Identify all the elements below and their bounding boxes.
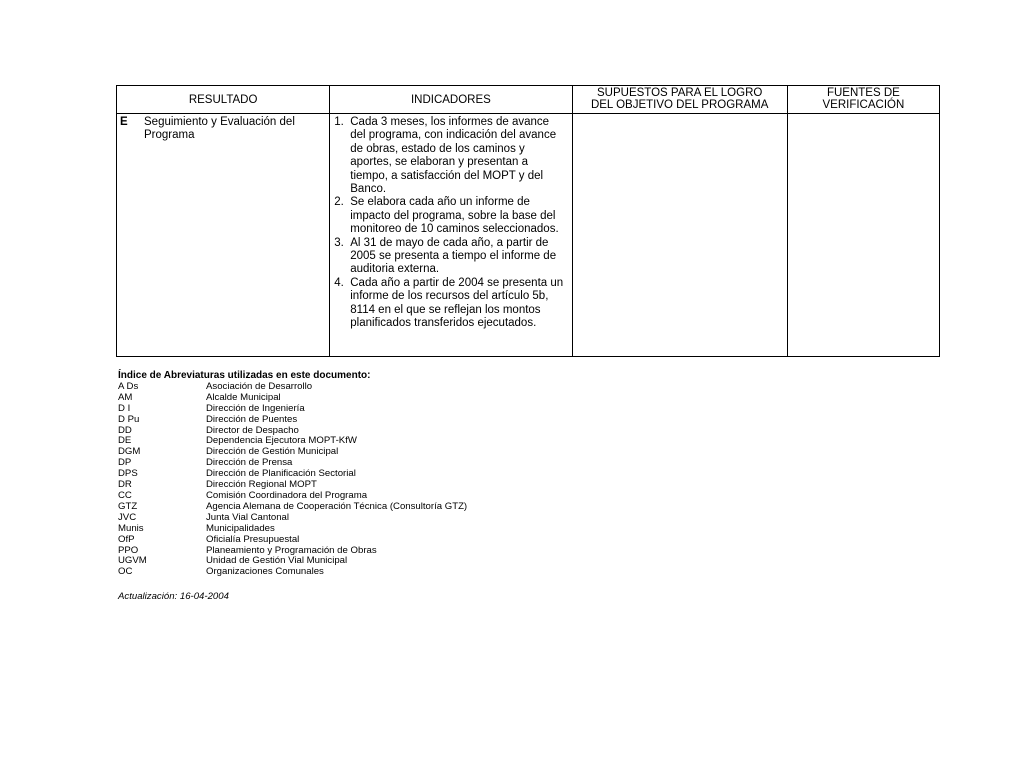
abbreviations-list bbox=[118, 382, 818, 578]
logical-framework-table bbox=[116, 85, 940, 357]
abbr-code: DP bbox=[118, 457, 132, 469]
abbr-desc: Organizaciones Comunales bbox=[206, 566, 324, 578]
header-supuestos-line1: SUPUESTOS PARA EL LOGRO bbox=[597, 87, 763, 99]
abbr-desc: Comisión Coordinadora del Programa bbox=[206, 489, 368, 501]
abbr-code: PPO bbox=[118, 544, 139, 556]
abbr-code: DD bbox=[118, 424, 132, 436]
indicadores-cell bbox=[330, 114, 572, 357]
table-header-row bbox=[117, 86, 940, 114]
abbr-code: JVC bbox=[118, 511, 137, 523]
indicador-text: Cada 3 meses, los informes de avance del programa, con indicación del avance de obras, estado de los caminos y aportes, se elaboran y presentan a tiempo, a satisfacción del MOPT y del Banco. bbox=[350, 116, 557, 196]
list-item bbox=[334, 196, 567, 236]
list-item bbox=[334, 116, 567, 196]
header-resultado: RESULTADO bbox=[117, 86, 330, 114]
abbr-desc: Oficialía Presupuestal bbox=[206, 533, 300, 545]
supuestos-cell bbox=[572, 114, 787, 357]
abbr-code: DPS bbox=[118, 468, 138, 480]
header-fuentes-line2: VERIFICACIÓN bbox=[822, 98, 905, 111]
abbr-desc: Dirección de Planificación Sectorial bbox=[206, 468, 356, 480]
abbr-code: D I bbox=[118, 402, 131, 414]
abbr-code: UGVM bbox=[118, 555, 147, 567]
abbr-code: GTZ bbox=[118, 500, 138, 512]
abbr-desc: Municipalidades bbox=[206, 522, 275, 534]
indicadores-list bbox=[334, 116, 567, 331]
indicador-number: 1. bbox=[334, 116, 344, 128]
header-supuestos-line2: DEL OBJETIVO DEL PROGRAMA bbox=[590, 98, 769, 111]
indicador-text: Cada año a partir de 2004 se presenta un informe de los recursos del artículo 5b, 8114 en el que se reflejan los montos planificados transferidos ejecutados. bbox=[350, 276, 564, 330]
abbr-desc: Dirección Regional MOPT bbox=[206, 479, 317, 491]
abbr-code: OfP bbox=[118, 533, 135, 545]
abbr-desc: Dirección de Prensa bbox=[206, 457, 293, 469]
abbr-code: DE bbox=[118, 435, 132, 447]
indicador-number: 4. bbox=[334, 276, 344, 289]
fuentes-cell bbox=[787, 114, 939, 357]
abbr-desc: Alcalde Municipal bbox=[206, 391, 281, 403]
abbr-code: AM bbox=[118, 391, 133, 403]
indicador-number: 3. bbox=[334, 236, 344, 249]
abbr-desc: Unidad de Gestión Vial Municipal bbox=[206, 555, 348, 567]
header-indicadores: INDICADORES bbox=[330, 86, 572, 114]
indicador-text: Se elabora cada año un informe de impacto del programa, sobre la base del monitoreo de 10 caminos seleccionados. bbox=[350, 196, 559, 236]
indicador-text: Al 31 de mayo de cada año, a partir de 2005 se presenta a tiempo el informe de auditoria externa. bbox=[350, 236, 557, 276]
abbr-code: OC bbox=[118, 566, 133, 578]
update-note: Actualización: 16-04-2004 bbox=[118, 591, 229, 602]
abbr-desc: Dirección de Puentes bbox=[206, 413, 298, 425]
abbreviations-title: Índice de Abreviaturas utilizadas en este documento: bbox=[118, 370, 371, 381]
abbr-desc: Dirección de Ingeniería bbox=[206, 402, 305, 414]
list-item bbox=[118, 524, 818, 535]
list-item bbox=[118, 415, 818, 426]
list-item bbox=[118, 535, 818, 546]
header-supuestos bbox=[572, 86, 787, 114]
resultado-text: Seguimiento y Evaluación del Programa bbox=[144, 116, 295, 141]
abbreviations-index bbox=[118, 371, 818, 578]
abbr-desc: Asociación de Desarrollo bbox=[206, 380, 313, 392]
list-item bbox=[118, 567, 818, 578]
table-row bbox=[117, 114, 940, 357]
abbr-code: DR bbox=[118, 479, 132, 491]
resultado-cell bbox=[117, 114, 330, 357]
abbr-code: A Ds bbox=[118, 380, 139, 392]
abbr-desc: Agencia Alemana de Cooperación Técnica (Consultoría GTZ) bbox=[206, 500, 468, 512]
abbr-desc: Junta Vial Cantonal bbox=[206, 511, 290, 523]
abbr-code: CC bbox=[118, 489, 132, 501]
list-item bbox=[334, 277, 567, 331]
list-item bbox=[118, 404, 818, 415]
abbr-desc: Dependencia Ejecutora MOPT-KfW bbox=[206, 435, 357, 447]
header-fuentes-line1: FUENTES DE bbox=[826, 87, 900, 99]
resultado-letter: E bbox=[120, 116, 128, 128]
abbr-code: DGM bbox=[118, 446, 141, 458]
header-fuentes bbox=[787, 86, 939, 114]
list-item bbox=[334, 237, 567, 277]
abbr-code: D Pu bbox=[118, 413, 140, 425]
abbr-desc: Dirección de Gestión Municipal bbox=[206, 446, 339, 458]
abbr-desc: Planeamiento y Programación de Obras bbox=[206, 544, 377, 556]
abbr-code: Munis bbox=[118, 522, 144, 534]
indicador-number: 2. bbox=[334, 196, 344, 209]
abbr-desc: Director de Despacho bbox=[206, 424, 299, 436]
